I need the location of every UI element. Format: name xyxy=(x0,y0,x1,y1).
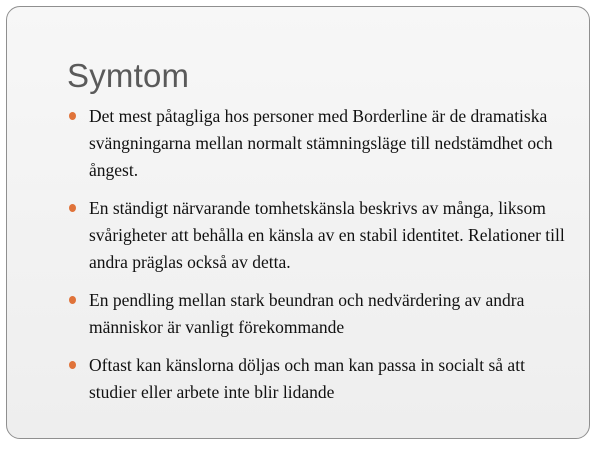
bullet-icon xyxy=(69,204,76,212)
bullet-icon xyxy=(69,361,76,369)
bullet-text: Det mest påtagliga hos personer med Borderline är de dramatiska svängningarna mellan normalt stämningsläge till nedstämdhet och ångest. xyxy=(89,106,553,180)
slide-title: Symtom xyxy=(67,57,190,94)
bullet-item xyxy=(67,195,572,276)
bullet-item xyxy=(67,352,572,406)
bullet-text: Oftast kan känslorna döljas och man kan passa in socialt så att studier eller arbete inte blir lidande xyxy=(89,355,525,402)
slide xyxy=(6,6,590,439)
bullet-icon xyxy=(69,112,76,120)
bullet-item xyxy=(67,103,572,184)
bullet-text: En ständigt närvarande tomhetskänsla beskrivs av många, liksom svårigheter att behålla en känsla av en stabil identitet. Relationer till andra präglas också av detta. xyxy=(89,198,565,272)
bullet-text: En pendling mellan stark beundran och nedvärdering av andra människor är vanligt förekommande xyxy=(89,290,525,337)
bullet-list xyxy=(67,103,572,417)
bullet-icon xyxy=(69,296,76,304)
bullet-item xyxy=(67,287,572,341)
